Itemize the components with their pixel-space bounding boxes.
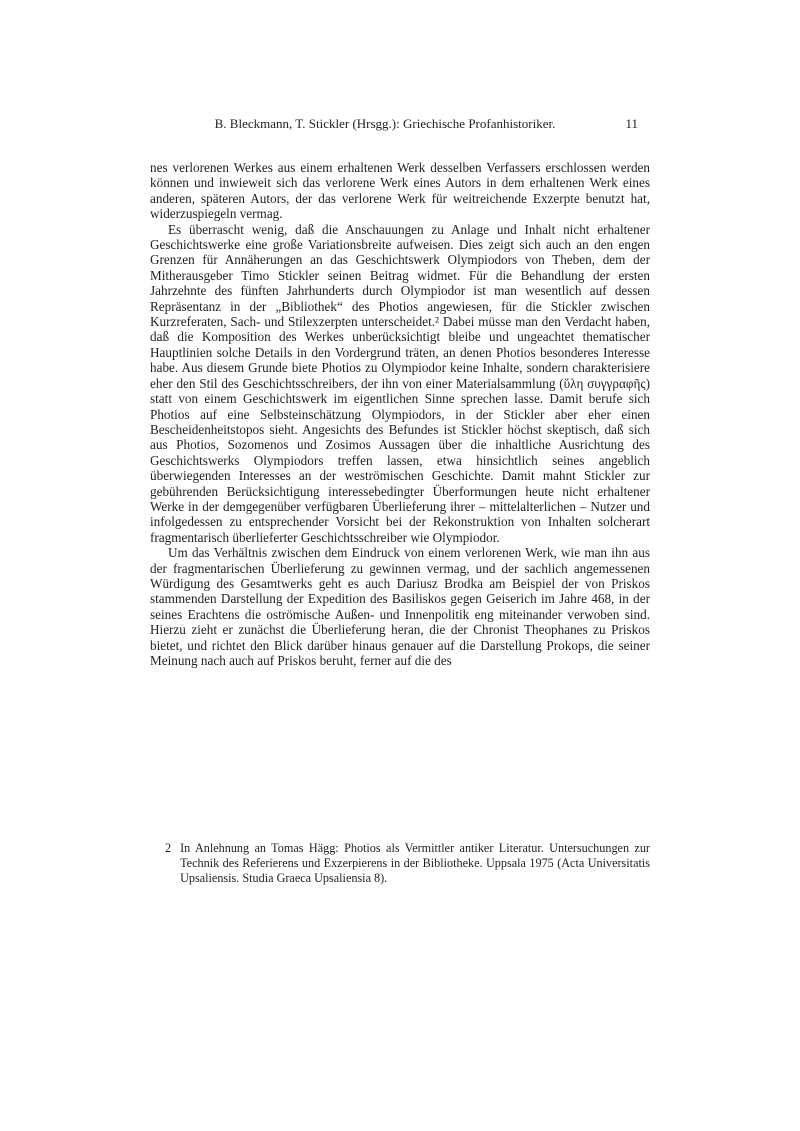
page-number: 11	[625, 116, 638, 131]
footnote-marker: 2	[165, 841, 172, 855]
body-text	[150, 160, 650, 668]
running-title: B. Bleckmann, T. Stickler (Hrsgg.): Griechische Profanhistoriker.	[214, 116, 556, 131]
running-header	[150, 116, 650, 132]
footnote-entry	[150, 841, 650, 886]
footnote-text: In Anlehnung an Tomas Hägg: Photios als Vermittler antiker Literatur. Untersuchungen zur Technik des Referierens und Exzerpierens in der Bibliotheke. Uppsala 1975 (Acta Universitatis Upsaliensis. Studia Graeca Upsaliensia 8).	[180, 841, 650, 885]
paragraph: nes verlorenen Werkes aus einem erhaltenen Werk desselben Verfassers erschlossen werden können und inwieweit sich das verlorene Werk eines Autors in dem erhaltenen Werk eines anderen, späteren Autors, der das verlorene Werk für weitreichende Exzerpte benutzt hat, widerzuspiegeln vermag.	[150, 160, 650, 222]
footnote	[150, 841, 650, 886]
paragraph: Es überrascht wenig, daß die Anschauungen zu Anlage und Inhalt nicht erhaltener Geschichtswerke eine große Variationsbreite aufweisen. Dies zeigt sich auch an den engen Grenzen für Annäherungen an das Geschichtswerk Olympiodors von Theben, dem der Mitherausgeber Timo Stickler seinen Beitrag widmet. Für die Behandlung der ersten Jahrzehnte des fünften Jahrhunderts durch Olympiodor ist man wesentlich auf dessen Repräsentanz in der „Bibliothek“ des Photios angewiesen, für die Stickler zwischen Kurzreferaten, Sach- und Stilexzerpten unterscheidet.² Dabei müsse man den Verdacht haben, daß die Komposition des Werkes unberücksichtigt bleibe und ungeachtet thematischer Hauptlinien solche Details in den Vordergrund träten, an denen Photios besonderes Interesse habe. Aus diesem Grunde biete Photios zu Olympiodor keine Inhalte, sondern charakterisiere eher den Stil des Geschichtsschreibers, der ihn von einer Materialsammlung (ὕλη συγγραφῆς) statt von einem Geschichtswerk im eigentlichen Sinne sprechen lasse. Damit berufe sich Photios auf eine Selbsteinschätzung Olympiodors, in der Stickler aber eher einen Bescheidenheitstopos sieht. Angesichts des Befundes ist Stickler höchst skeptisch, daß sich aus Photios, Sozomenos und Zosimos Aussagen über die inhaltliche Ausrichtung des Geschichtswerks Olympiodors treffen lassen, etwa hinsichtlich seines angeblich überwiegenden Interesses an der weströmischen Geschichte. Damit mahnt Stickler zur gebührenden Berücksichtigung interessebedingter Überformungen heute nicht erhaltener Werke in der demgegenüber verfügbaren Überlieferung ihrer – mittelalterlichen – Nutzer und infolgedessen zu entsprechender Vorsicht bei der Rekonstruktion von Inhalten solcherart fragmentarisch überlieferter Geschichtsschreiber wie Olympiodor.	[150, 221, 650, 545]
paragraph: Um das Verhältnis zwischen dem Eindruck von einem verlorenen Werk, wie man ihn aus der fragmentarischen Überlieferung zu gewinnen vermag, und der sachlich angemessenen Würdigung des Gesamtwerks geht es auch Dariusz Brodka am Beispiel der von Priskos stammenden Darstellung der Expedition des Basiliskos gegen Geiserich im Jahre 468, in der seines Erachtens die oströmische Außen- und Innenpolitik eng miteinander verwoben sind. Hierzu zieht er zunächst die Überlieferung heran, die der Chronist Theophanes zu Priskos bietet, und richtet den Blick darüber hinaus genauer auf die Darstellung Prokops, die seiner Meinung nach auch auf Priskos beruht, ferner auf die des	[150, 545, 650, 668]
